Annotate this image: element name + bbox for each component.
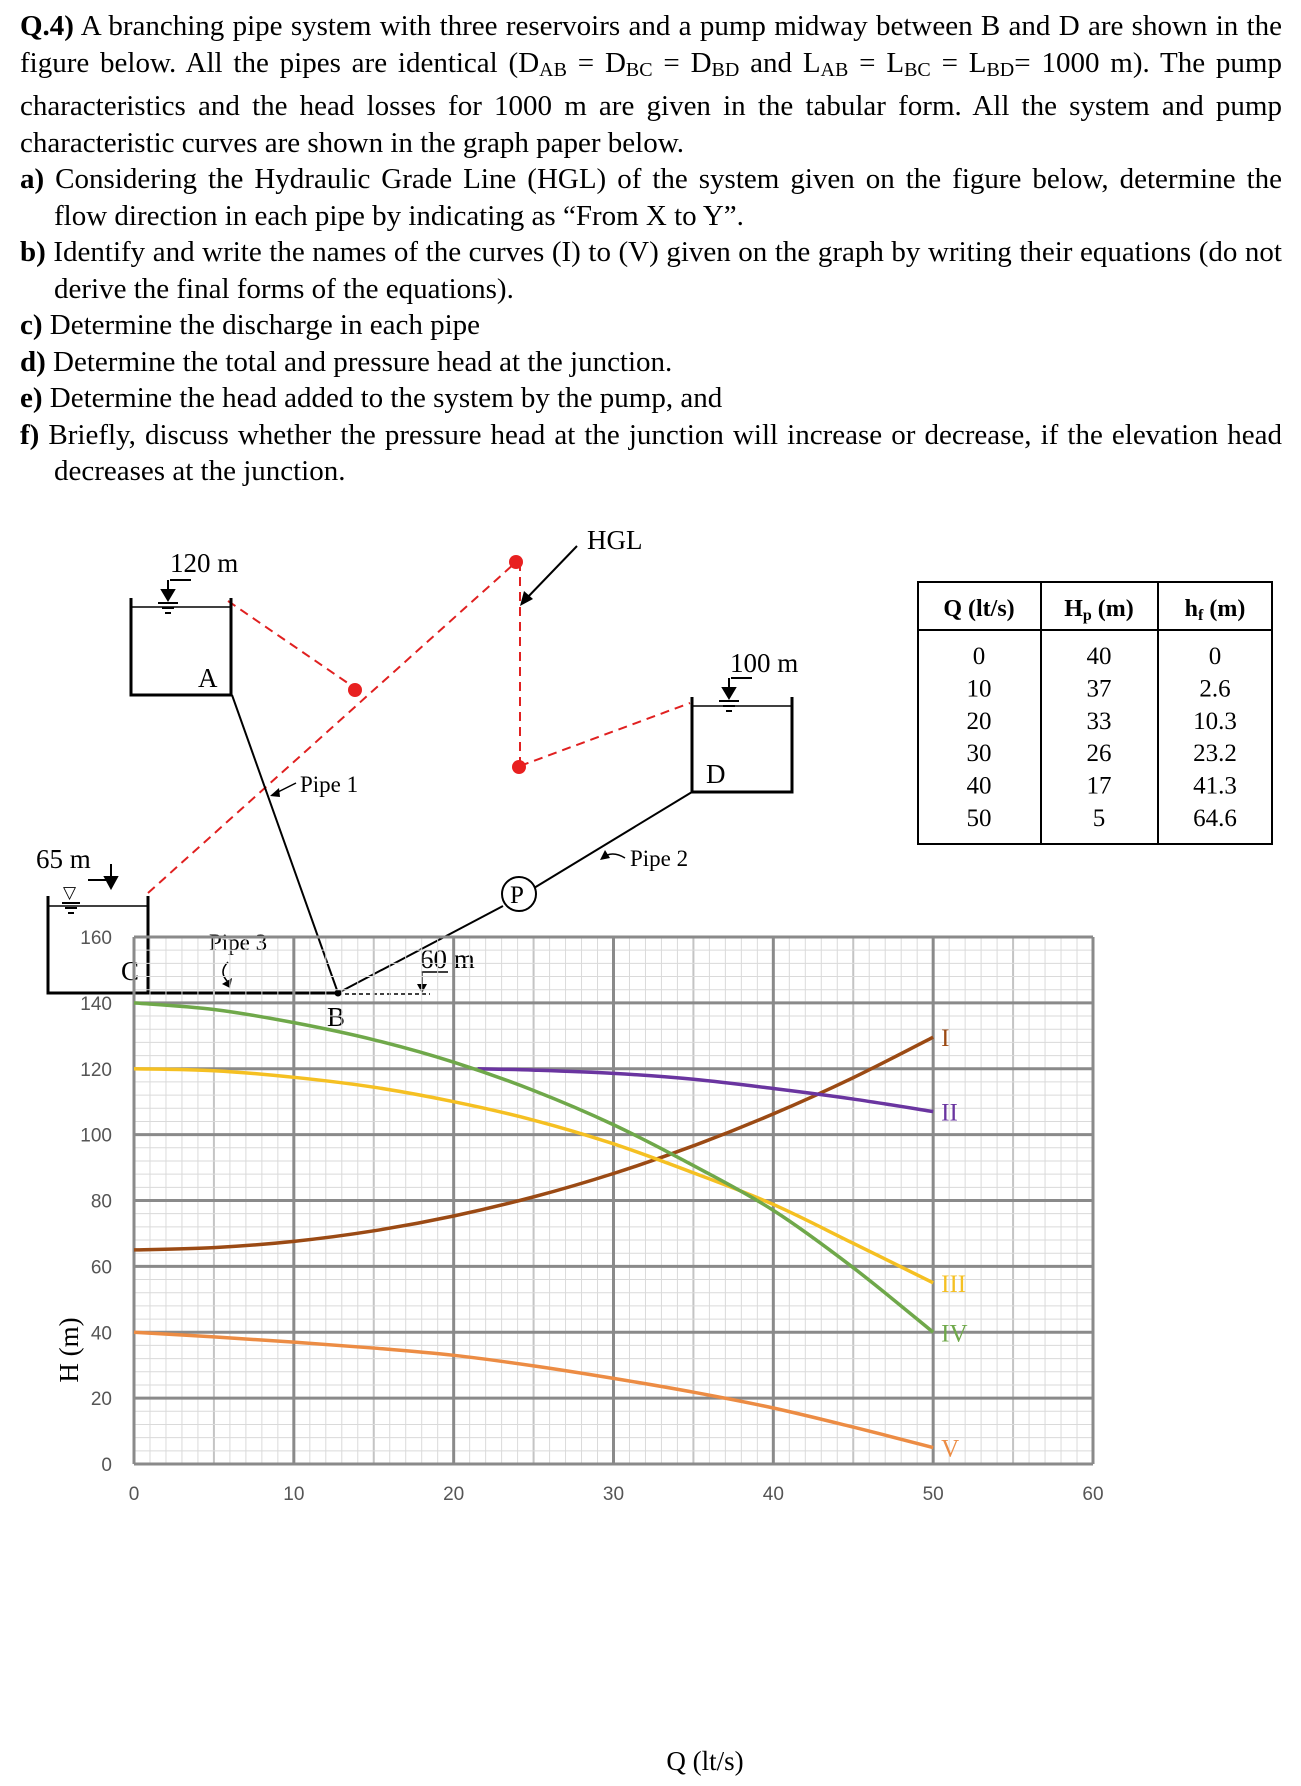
hgl-segment-c (148, 563, 515, 893)
part-label: e) (20, 382, 43, 414)
table-cell: 17 (1086, 772, 1112, 800)
part-text: Briefly, discuss whether the pressure head at the junction will increase or decrease, if the elevation head decreases at the junction. (48, 418, 1282, 487)
header-hp-sub: p (1082, 607, 1092, 624)
eq-text: = L (930, 46, 987, 79)
arrow-head (105, 877, 117, 888)
pipe-2-line (534, 792, 692, 888)
table-cell: 10 (966, 675, 992, 703)
series-label-I: I (941, 1025, 950, 1053)
elev-c-label: 65 m (36, 844, 91, 874)
elev-b-label: 60 m (420, 944, 475, 974)
eq-text: = D (566, 46, 626, 79)
header-hf-main: h (1184, 596, 1199, 622)
header-q: Q (lt/s) (943, 596, 1015, 622)
table-cell: 50 (966, 805, 992, 832)
x-tick-label: 0 (128, 1484, 140, 1505)
water-surface-icon: ▽ (63, 883, 77, 902)
header-hf-sub: f (1198, 607, 1204, 624)
x-tick-label: 40 (762, 1484, 784, 1505)
part-text: Determine the total and pressure head at the junction. (53, 345, 673, 378)
series-label-II: II (941, 1099, 958, 1127)
table-cell: 40 (1086, 643, 1112, 670)
y-tick-label: 60 (90, 1257, 112, 1279)
junction-b-label: B (327, 1002, 346, 1032)
table-cell: 33 (1086, 707, 1112, 735)
reservoir-d-label: D (706, 759, 726, 789)
hgl-pump-outlet-dot (509, 555, 523, 569)
hgl-segment-a (228, 601, 355, 688)
series-label-III: III (941, 1270, 967, 1298)
header-hf-unit: (m) (1203, 596, 1246, 622)
y-tick-label: 160 (80, 928, 112, 949)
sub-ab: AB (539, 58, 567, 81)
x-tick-label: 60 (1082, 1484, 1104, 1505)
y-tick-label: 100 (80, 1125, 112, 1147)
series-label-V: V (941, 1435, 960, 1463)
table-cell: 37 (1086, 675, 1112, 703)
reservoir-c-label: C (121, 956, 140, 986)
series-line-II (478, 1069, 934, 1112)
hgl-pump-inlet-dot (512, 760, 526, 774)
elev-d-label: 100 m (730, 648, 799, 678)
pipe-3-label: Pipe 3 (209, 930, 268, 955)
y-axis-label: H (m) (54, 1317, 84, 1383)
x-tick-label: 10 (283, 1484, 305, 1505)
pipe-2-label: Pipe 2 (630, 846, 689, 871)
table-cell: 0 (972, 643, 986, 670)
table-cell: 26 (1086, 740, 1112, 768)
hgl-segment-d (520, 703, 690, 766)
eq-text: and L (739, 46, 821, 79)
intro-end-text: 1000 m). The pump characteristics and the head losses for 1000 m are given in the tabular form. All the system and pump characteristic curves are shown in the graph paper below. (20, 46, 1282, 159)
table-cell: 30 (966, 740, 992, 768)
series-label-IV: IV (941, 1320, 968, 1348)
pipe-1-label: Pipe 1 (300, 772, 359, 797)
arrow-head (723, 688, 735, 698)
eq-text: = L (848, 46, 905, 79)
sub-bd: BD (986, 58, 1015, 81)
table-cell: 20 (966, 707, 992, 735)
part-label: a) (20, 163, 45, 195)
junction-b-dot (335, 990, 342, 997)
hgl-arrow (525, 546, 577, 600)
table-cell: 10.3 (1193, 707, 1237, 735)
table-cell: 23.2 (1193, 740, 1237, 768)
y-tick-label: 120 (80, 1059, 112, 1081)
y-tick-label: 20 (90, 1389, 112, 1411)
table-cell: 5 (1092, 805, 1106, 832)
pipe-3-pointer (223, 962, 228, 982)
eq-text: = D (652, 46, 712, 79)
table-cell: 41.3 (1193, 772, 1237, 800)
table-cell: 0 (1208, 643, 1222, 670)
pipe-1-pointer-head (270, 788, 280, 797)
x-tick-label: 20 (443, 1484, 465, 1505)
part-text: Identify and write the names of the curves (I) to (V) given on the graph by writing their equations (do not derive the final forms of the equations). (53, 236, 1282, 305)
hgl-junction-dot (348, 683, 362, 697)
header-hp (1064, 596, 1134, 624)
y-tick-label: 140 (80, 993, 112, 1015)
sub-bd: BD (711, 58, 740, 81)
water-symbol-a (158, 580, 191, 613)
y-tick-label: 80 (90, 1191, 112, 1213)
table-cell: 64.6 (1193, 805, 1237, 832)
x-tick-label: 30 (602, 1484, 625, 1505)
pump-table (917, 581, 1273, 845)
part-label: c) (20, 309, 43, 341)
part-text: Determine the discharge in each pipe (49, 309, 481, 341)
intro-text: A branching pipe system with three reservoirs and a pump midway between B and D are shown in the figure below. All the pipes are identical (D (20, 10, 1282, 79)
pump-label: P (510, 882, 524, 909)
y-tick-label: 40 (90, 1323, 112, 1345)
x-axis-label: Q (lt/s) (666, 1746, 744, 1776)
header-hf (1185, 596, 1246, 624)
reservoir-a-label: A (198, 663, 218, 693)
header-hp-main: H (1064, 596, 1083, 622)
sub-ab: AB (820, 58, 849, 81)
x-tick-label: 50 (922, 1484, 944, 1505)
header-hp-unit: (m) (1091, 596, 1134, 622)
table-cell: 2.6 (1199, 675, 1231, 703)
table-cell: 40 (966, 772, 992, 800)
eq-text: = (1014, 46, 1031, 79)
sub-bc: BC (625, 58, 653, 81)
part-text: Considering the Hydraulic Grade Line (HGL) of the system given on the figure below, determine the flow direction in each pipe by indicating as “From X to Y”. (54, 163, 1282, 232)
y-tick-label: 0 (101, 1455, 112, 1476)
sub-bc: BC (904, 58, 931, 81)
elev-a-label: 120 m (170, 548, 239, 578)
question-number: Q.4) (20, 10, 74, 42)
pipe-3-pointer-head (222, 978, 232, 988)
part-label: d) (20, 345, 46, 378)
arrow-head (162, 590, 174, 600)
part-label: f) (20, 418, 40, 451)
part-text: Determine the head added to the system by the pump, and (49, 382, 723, 414)
part-label: b) (20, 236, 46, 268)
hgl-label: HGL (587, 525, 643, 555)
